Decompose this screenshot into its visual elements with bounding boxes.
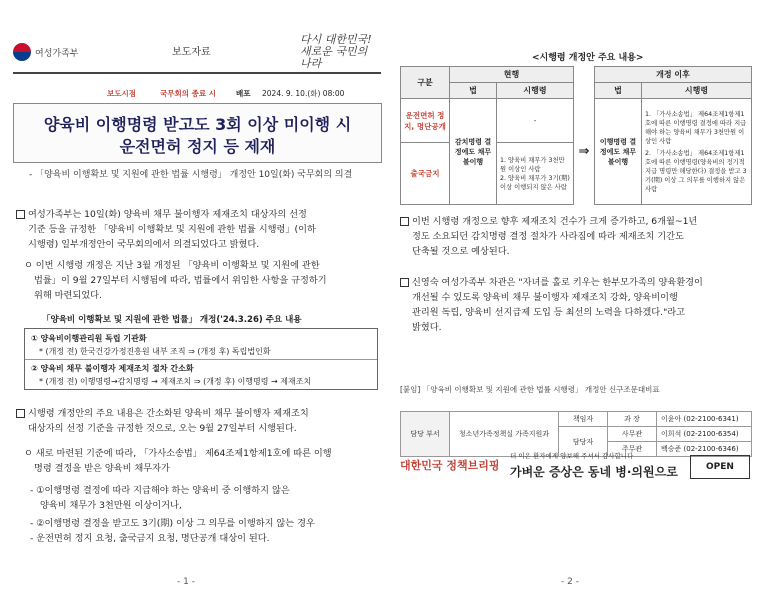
contact-pos-1: 과 장 xyxy=(608,412,657,427)
banner-caption: 더 이은 환자에게 양보해 주셔서 감사합니다 xyxy=(510,452,634,460)
resp-label: 책임자 xyxy=(559,412,608,427)
row-head-exit-ban: 출국금지 xyxy=(401,143,450,205)
title-line-1: 양육비 이행명령 받고도 3회 이상 미이행 시 xyxy=(43,115,352,134)
current-decree-r2: 1. 양육비 채무가 3천만원 이상인 사람 2. 양육비 채무가 3기(期) 이상 이행되지 않은 사람 xyxy=(497,143,574,205)
contact-pos-2: 사무관 xyxy=(608,427,657,442)
contact-pos-3: 주무관 xyxy=(608,442,657,457)
col-after-decree: 시행령 xyxy=(642,83,752,99)
contact-name-3: 백승준 (02-2100-6346) xyxy=(657,442,752,457)
distribution-label: 배포 xyxy=(236,89,251,98)
open-logo: OPEN xyxy=(690,455,750,479)
paragraph-1: 여성가족부는 10일(화) 양육비 채무 불이행자 제재조치 대상자의 선정 기준 등을 규정한 「양육비 이행확보 및 지원에 관한 법률 시행령」(이하 시행령) 일부개정안이 국무회의에서 의결되었다고 밝혔다. xyxy=(16,207,376,252)
p2-paragraph-1: 이번 시행령 개정으로 향후 제재조치 건수가 크게 증가하고, 6개월~1년 정도 소요되던 감치명령 결정 절차가 사라짐에 따라 제재조치 기간도 단축될 것으로 예상된다. xyxy=(400,214,762,259)
page-2 xyxy=(384,0,768,614)
col-current-decree: 시행령 xyxy=(497,83,574,99)
paragraph-2: ㅇ 이번 시행령 개정은 지난 3월 개정된 「양육비 이행확보 및 지원에 관한 법률」이 9월 27일부터 시행됨에 따라, 법률에서 위임한 사항을 규정하기 위해 마련되었다. xyxy=(24,260,327,301)
law-summary-heading: 「양육비 이행확보 및 지원에 관한 법률」 개정('24.3.26) 주요 내용 xyxy=(42,315,302,325)
briefing-logo: 대한민국 정책브리핑 xyxy=(400,459,500,472)
title-box xyxy=(13,103,382,163)
embargo-time: 국무회의 종료 시 xyxy=(160,89,216,98)
press-release-label: 보도자료 xyxy=(172,47,211,58)
handler-label: 담당자 xyxy=(559,427,608,457)
col-after-law: 법 xyxy=(595,83,642,99)
current-decree-r1: - xyxy=(497,99,574,143)
row-head-license: 운전면허 정지, 명단공개 xyxy=(401,99,450,143)
col-current: 현행 xyxy=(450,67,574,83)
square-bullet-icon xyxy=(400,217,409,226)
law-item-1-detail: * (개정 전) 한국건강가정진흥원 내부 조직 ⇒ (개정 후) 독립법인화 xyxy=(39,347,271,356)
campaign-banner xyxy=(400,451,752,487)
new-law-cell: 이행명령 결정에도 채무불이행 xyxy=(595,99,642,205)
square-bullet-icon xyxy=(16,409,25,418)
paragraph-3: 시행령 개정안의 주요 내용은 간소화된 양육비 채무 불이행자 제재조치 대상자의 선정 기준을 규정한 것으로, 오는 9월 27일부터 시행된다. xyxy=(16,406,378,436)
law-item-2-detail: * (개정 전) 이행명령→감치명령 → 제재조치 ⇒ (개정 후) 이행명령 → 제재조치 xyxy=(39,377,312,386)
dept-name: 청소년가족정책실 가족지원과 xyxy=(450,412,559,457)
paragraph-6: - ②이행명령 결정을 받고도 3기(期) 이상 그 의무를 이행하지 않는 경우 - 운전면허 정지 요청, 출국금지 요청, 명단공개 대상이 된다. xyxy=(30,518,315,544)
law-box-divider xyxy=(25,359,377,360)
law-item-2: ② 양육비 채무 불이행자 제재조치 절차 간소화 xyxy=(31,364,194,373)
dept-label: 담당 부서 xyxy=(401,412,450,457)
law-item-1: ① 양육비이행관리원 독립 기관화 xyxy=(31,334,147,343)
paragraph-4: ㅇ 새로 마련된 기준에 따라, 「가사소송법」 제64조제1항제1호에 따른 이행 명령 결정을 받은 양육비 채무자가 xyxy=(24,448,332,474)
current-law-cell: 감치명령 결정에도 채무불이행 xyxy=(450,99,497,205)
ministry-name: 여성가족부 xyxy=(35,48,79,59)
col-gubun: 구분 xyxy=(401,67,450,99)
slogan: 다시 대한민국! 새로운 국민의 나라 xyxy=(300,33,372,70)
new-decree-cell: 1. 「가사소송법」 제64조제1항제1호에 따른 이행명령 결정에 따라 지급해야 하는 양육비 채무가 3천만원 이상인 사람 2. 「가사소송법」 제64조제1항제1호에 따른 이행명령(양육비의 정기적 지급 명령만 해당한다) 결정을 받고 3기(期) 이상 그 의무를 이행하지 않은 사람 xyxy=(642,99,752,205)
banner-slogan: 가벼운 증상은 동네 병·의원으로 xyxy=(510,465,678,479)
title-line-2: 운전면허 정지 등 제재 xyxy=(119,137,276,156)
square-bullet-icon xyxy=(16,210,25,219)
col-current-law: 법 xyxy=(450,83,497,99)
p2-paragraph-2: 신영숙 여성가족부 차관은 "자녀를 홀로 키우는 한부모가족의 양육환경이 개선될 수 있도록 양육비 채무 불이행자 제재조치 강화, 양육비이행 관리원 독립, 양육비 선지급제 도입 등 최선의 노력을 다하겠다."라고 밝혔다. xyxy=(400,275,762,335)
square-bullet-icon xyxy=(400,278,409,287)
table-title: <시행령 개정안 주요 내용> xyxy=(532,53,644,63)
col-after: 개정 이후 xyxy=(595,67,752,83)
page-number: - 2 - xyxy=(561,577,579,587)
taeguk-icon xyxy=(13,43,31,61)
header-divider xyxy=(13,72,381,74)
embargo-label: 보도시점 xyxy=(107,89,136,98)
arrow-icon: ⇒ xyxy=(574,99,595,205)
distribution-date: 2024. 9. 10.(화) 08:00 xyxy=(262,89,345,98)
paragraph-5: - ①이행명령 결정에 따라 지급해야 하는 양육비 중 이행하지 않은 양육비 채무가 3천만원 이상이거나, xyxy=(30,485,290,511)
ministry-logo xyxy=(13,41,95,63)
contact-name-2: 이희석 (02-2100-6354) xyxy=(657,427,752,442)
subtitle: - 「양육비 이행확보 및 지원에 관한 법률 시행령」 개정안 10일(화) 국무회의 의결 xyxy=(29,170,353,180)
contact-name-1: 이윤아 (02-2100-6341) xyxy=(657,412,752,427)
comparison-table xyxy=(400,66,752,205)
law-summary-box xyxy=(24,328,378,390)
attachment-note: [붙임] 「양육비 이행확보 및 지원에 관한 법률 시행령」 개정안 신구조문대비표 xyxy=(400,385,660,394)
page-number: - 1 - xyxy=(177,577,195,587)
